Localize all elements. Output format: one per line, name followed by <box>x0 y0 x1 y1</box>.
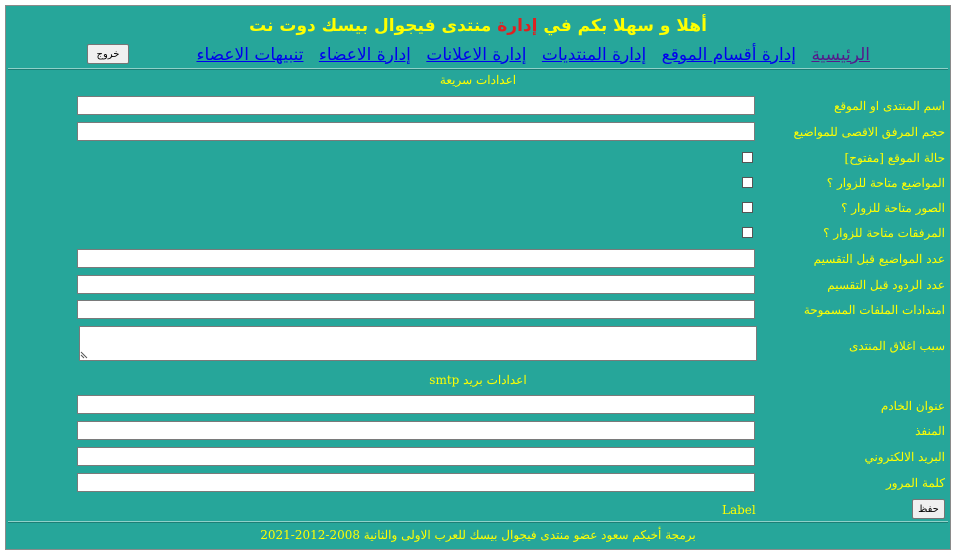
smtp-settings-title: اعدادات بريد smtp <box>429 373 527 387</box>
max-attachment-input[interactable] <box>77 122 755 141</box>
header-divider <box>8 68 948 70</box>
replies-per-page-label: عدد الردود قبل التقسيم <box>827 278 945 292</box>
site-status-label: حالة الموقع [مفتوح] <box>844 151 945 165</box>
forum-name-input[interactable] <box>77 96 755 115</box>
topics-per-page-label: عدد المواضيع قبل التقسيم <box>813 252 945 266</box>
footer-credits: برمجة أخيكم سعود عضو منتدى فيجوال بيسك للعرب الاولى والثانية 2008-2012-2021 <box>260 528 696 542</box>
allowed-extensions-input[interactable] <box>77 300 755 319</box>
topics-for-visitors-label: المواضيع متاحة للزوار ؟ <box>826 176 945 190</box>
nav-link-ads[interactable]: إدارة الاعلانات <box>426 45 527 65</box>
logout-button[interactable]: خروج <box>87 44 129 64</box>
welcome-heading <box>6 16 950 36</box>
smtp-email-label: البريد الالكتروني <box>864 450 945 464</box>
close-reason-textarea[interactable] <box>79 326 757 361</box>
max-attachment-label: حجم المرفق الاقصى للمواضيع <box>793 125 945 139</box>
footer-divider <box>8 521 948 523</box>
quick-settings-title: اعدادات سريعة <box>439 73 517 87</box>
allowed-extensions-label: امتدادات الملفات المسموحة <box>803 303 945 317</box>
smtp-port-label: المنفذ <box>915 424 945 438</box>
attachments-for-visitors-label: المرفقات متاحة للزوار ؟ <box>823 226 945 240</box>
smtp-port-input[interactable] <box>77 421 755 440</box>
nav-link-forums[interactable]: إدارة المنتديات <box>541 45 647 65</box>
smtp-server-label: عنوان الخادم <box>880 399 945 413</box>
smtp-password-label: كلمة المرور <box>885 476 945 490</box>
main-nav <box>186 45 870 65</box>
topics-per-page-input[interactable] <box>77 249 755 268</box>
save-button[interactable]: حفظ <box>912 499 945 519</box>
welcome-text-start: أهلا و سهلا بكم في <box>543 16 707 36</box>
status-label: Label <box>722 503 756 517</box>
close-reason-label: سبب اغلاق المنتدى <box>848 339 945 353</box>
nav-link-home[interactable]: الرئيسية <box>811 45 870 65</box>
nav-link-member-alerts[interactable]: تنبيهات الاعضاء <box>196 45 304 65</box>
admin-panel <box>5 5 951 550</box>
images-for-visitors-checkbox[interactable] <box>742 202 753 213</box>
topics-for-visitors-checkbox[interactable] <box>742 177 753 188</box>
attachments-for-visitors-checkbox[interactable] <box>742 227 753 238</box>
nav-link-site-sections[interactable]: إدارة أقسام الموقع <box>661 45 797 65</box>
smtp-password-input[interactable] <box>77 473 755 492</box>
replies-per-page-input[interactable] <box>77 275 755 294</box>
welcome-text-end: منتدى فيجوال بيسك دوت نت <box>249 16 492 36</box>
site-status-checkbox[interactable] <box>742 152 753 163</box>
nav-link-members[interactable]: إدارة الاعضاء <box>318 45 411 65</box>
welcome-text-highlight: إدارة <box>497 16 538 36</box>
images-for-visitors-label: الصور متاحة للزوار ؟ <box>841 201 945 215</box>
smtp-server-input[interactable] <box>77 395 755 414</box>
forum-name-label: اسم المنتدى او الموقع <box>833 99 945 113</box>
smtp-email-input[interactable] <box>77 447 755 466</box>
